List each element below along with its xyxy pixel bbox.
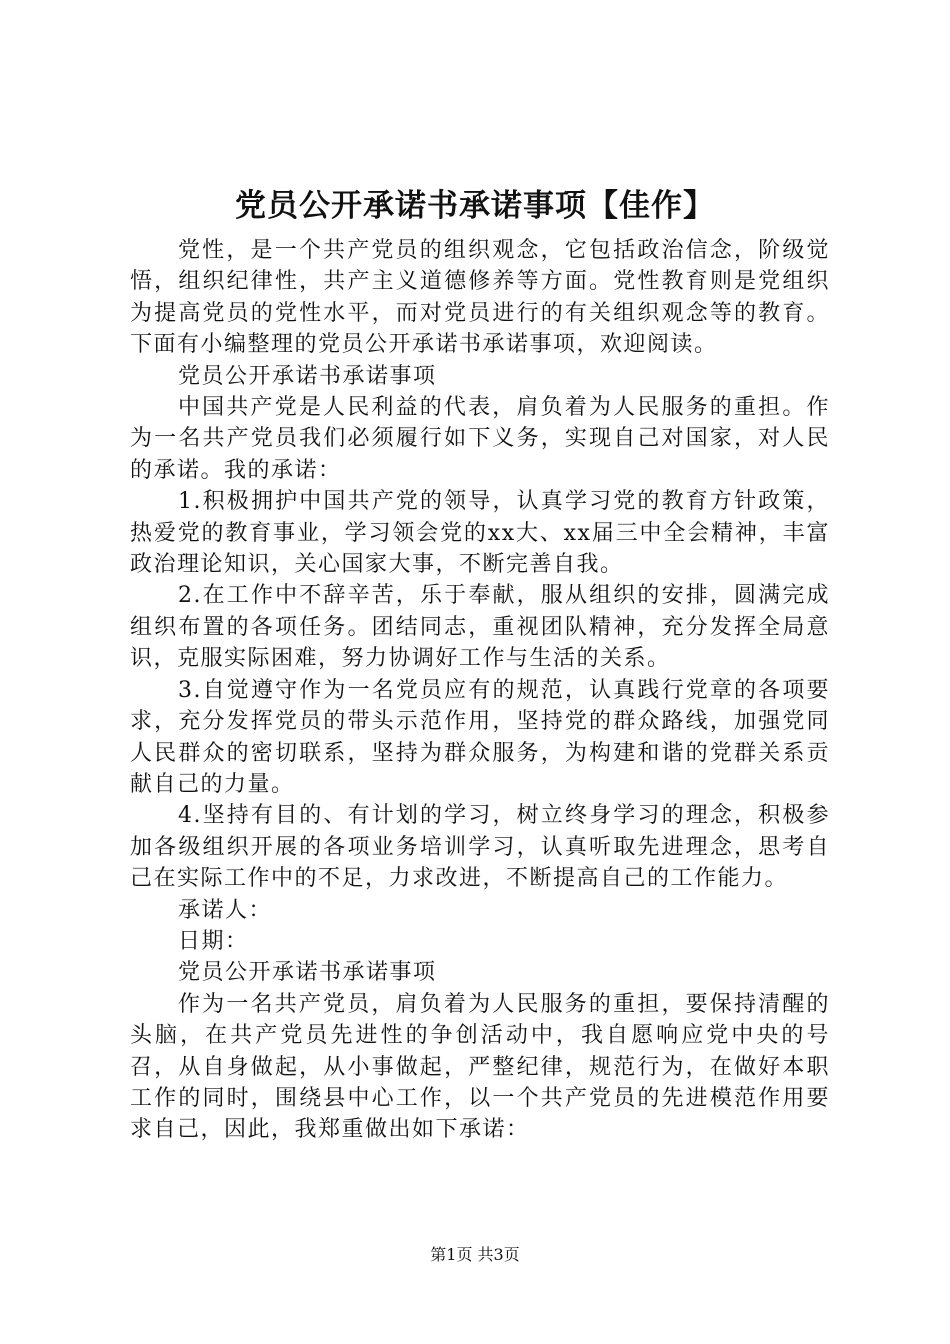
document-body <box>130 235 830 1146</box>
pledge-item-4: 4.坚持有目的、有计划的学习，树立终身学习的理念，积极参加各级组织开展的各项业务培训学习，认真听取先进理念，思考自己在实际工作中的不足，力求改进，不断提高自己的工作能力。 <box>130 803 830 892</box>
pledge-item-3: 3.自觉遵守作为一名党员应有的规范，认真践行党章的各项要求，充分发挥党员的带头示范作用，坚持党的群众路线，加强党同人民群众的密切联系，坚持为群众服务，为构建和谐的党群关系贡献自己的力量。 <box>130 677 830 797</box>
section-heading: 党员公开承诺书承诺事项 <box>178 363 437 389</box>
pledge-item-2: 2.在工作中不辞辛苦，乐于奉献，服从组织的安排，圆满完成组织布置的各项任务。团结同志，重视团队精神，充分发挥全局意识，克服实际困难，努力协调好工作与生活的关系。 <box>130 583 830 672</box>
intro-paragraph: 党性，是一个共产党员的组织观念，它包括政治信念，阶级觉悟，组织纪律性，共产主义道德修养等方面。党性教育则是党组织为提高党员的党性水平，而对党员进行的有关组织观念等的教育。下面有小编整理的党员公开承诺书承诺事项，欢迎阅读。 <box>130 238 830 358</box>
section-heading: 党员公开承诺书承诺事项 <box>178 960 437 986</box>
body-paragraph: 作为一名共产党员，肩负着为人民服务的重担，要保持清醒的头脑，在共产党员先进性的争创活动中，我自愿响应党中央的号召，从自身做起，从小事做起，严整纪律，规范行为，在做好本职工作的同时，围绕县中心工作，以一个共产党员的先进模范作用要求自己，因此，我郑重做出如下承诺： <box>130 991 830 1143</box>
page-number: 第1页 共3页 <box>430 1245 520 1264</box>
pledge-item-1: 1.积极拥护中国共产党的领导，认真学习党的教育方针政策，热爱党的教育事业，学习领会党的xx大、xx届三中全会精神，丰富政治理论知识，关心国家大事，不断完善自我。 <box>130 489 830 578</box>
document-title: 党员公开承诺书承诺事项【佳作】 <box>235 188 715 224</box>
body-paragraph: 中国共产党是人民利益的代表，肩负着为人民服务的重担。作为一名共产党员我们必须履行如下义务，实现自己对国家，对人民的承诺。我的承诺： <box>130 395 830 483</box>
signer-label: 承诺人： <box>178 897 273 923</box>
date-label: 日期： <box>178 928 249 954</box>
